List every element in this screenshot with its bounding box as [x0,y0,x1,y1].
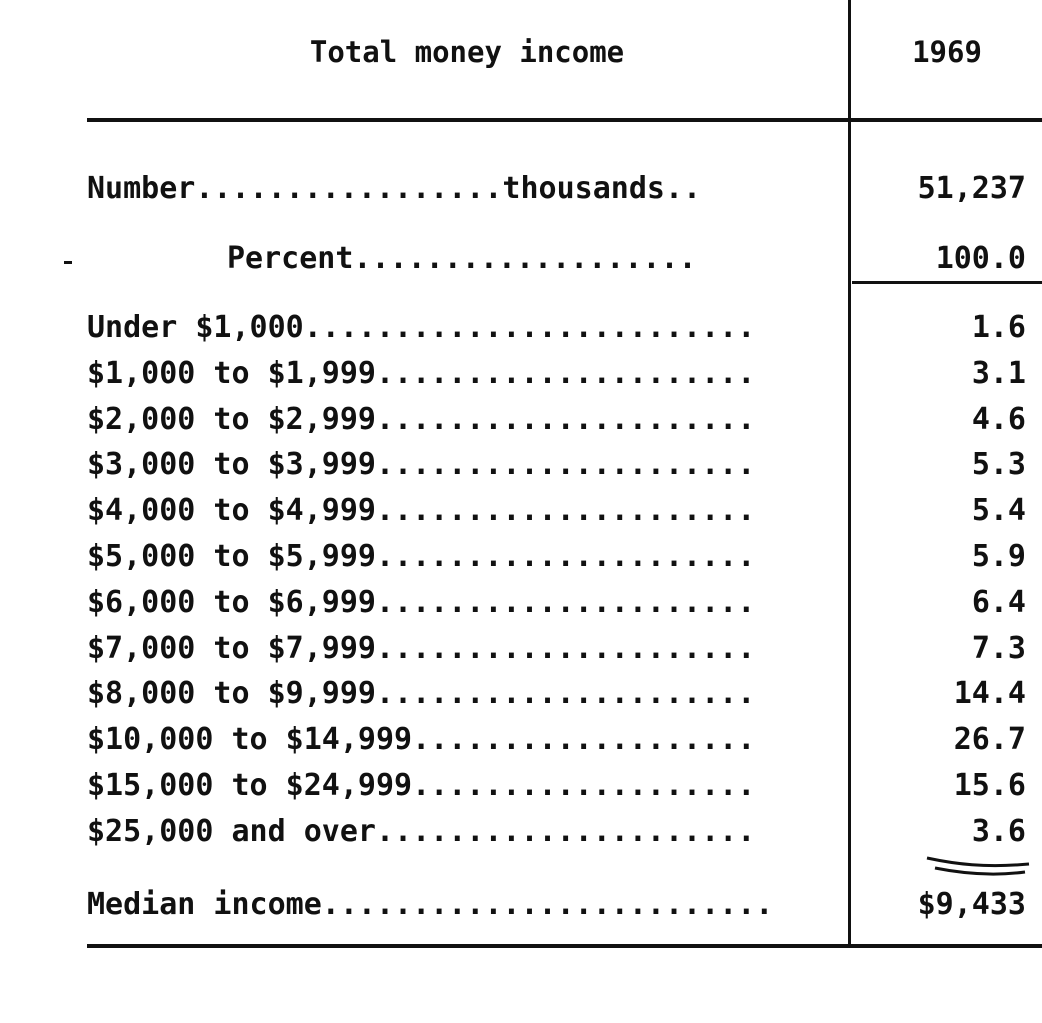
income-bracket-label: $4,000 to $4,999..................... [87,493,756,529]
column-header-year: 1969 [912,35,982,69]
percent-row-value: 100.0 [935,241,1026,276]
column-header-total-money-income: Total money income [309,35,625,69]
table-row [87,534,1042,580]
income-bracket-label: $1,000 to $1,999..................... [87,355,756,391]
percent-underline [852,281,1042,284]
table-row [87,442,1042,488]
table-row [87,305,1042,351]
income-bracket-percent: 5.3 [971,447,1026,483]
table-row [87,580,1042,626]
number-row [87,166,1042,212]
income-bracket-percent: 15.6 [953,768,1026,803]
median-income-value: $9,433 [917,887,1026,922]
income-bracket-label: $10,000 to $14,999................... [87,722,756,758]
table-row [87,763,1042,809]
median-income-label: Median income......................... [87,887,774,922]
income-bracket-label: $5,000 to $5,999..................... [87,539,756,574]
income-bracket-label: $15,000 to $24,999................... [87,768,756,803]
margin-dash [64,261,72,264]
income-bracket-label: Under $1,000......................... [87,310,756,345]
handwritten-underline-mark [925,850,1035,886]
income-bracket-label: $3,000 to $3,999..................... [87,447,756,483]
income-bracket-percent: 26.7 [953,722,1026,758]
income-bracket-percent: 3.6 [971,813,1026,849]
table-row [87,809,1042,855]
income-bracket-label: $7,000 to $7,999..................... [87,630,756,666]
table-row [87,397,1042,443]
income-bracket-percent: 4.6 [971,401,1026,437]
table-row [87,671,1042,717]
income-bracket-percent: 3.1 [971,355,1026,391]
income-bracket-label: $8,000 to $9,999..................... [87,676,756,712]
header-rule [87,118,1042,122]
table-row [87,351,1042,397]
percent-row [87,236,1042,282]
income-bracket-percent: 14.4 [953,676,1026,712]
table-row [87,717,1042,763]
number-row-label: Number.................thousands.. [87,171,702,206]
median-income-row [87,882,1042,928]
income-bracket-percent: 5.4 [971,493,1026,529]
income-bracket-label: $6,000 to $6,999..................... [87,584,756,620]
income-bracket-label: $2,000 to $2,999..................... [87,401,756,437]
income-bracket-percent: 7.3 [971,630,1026,666]
income-bracket-percent: 1.6 [971,310,1026,345]
income-bracket-percent: 6.4 [971,584,1026,620]
income-bracket-percent: 5.9 [971,539,1026,574]
income-bracket-label: $25,000 and over..................... [87,813,756,849]
table-row [87,488,1042,534]
percent-row-label: Percent................... [227,241,697,276]
number-row-value: 51,237 [917,171,1026,206]
table-row [87,626,1042,672]
bottom-rule [87,944,1042,948]
